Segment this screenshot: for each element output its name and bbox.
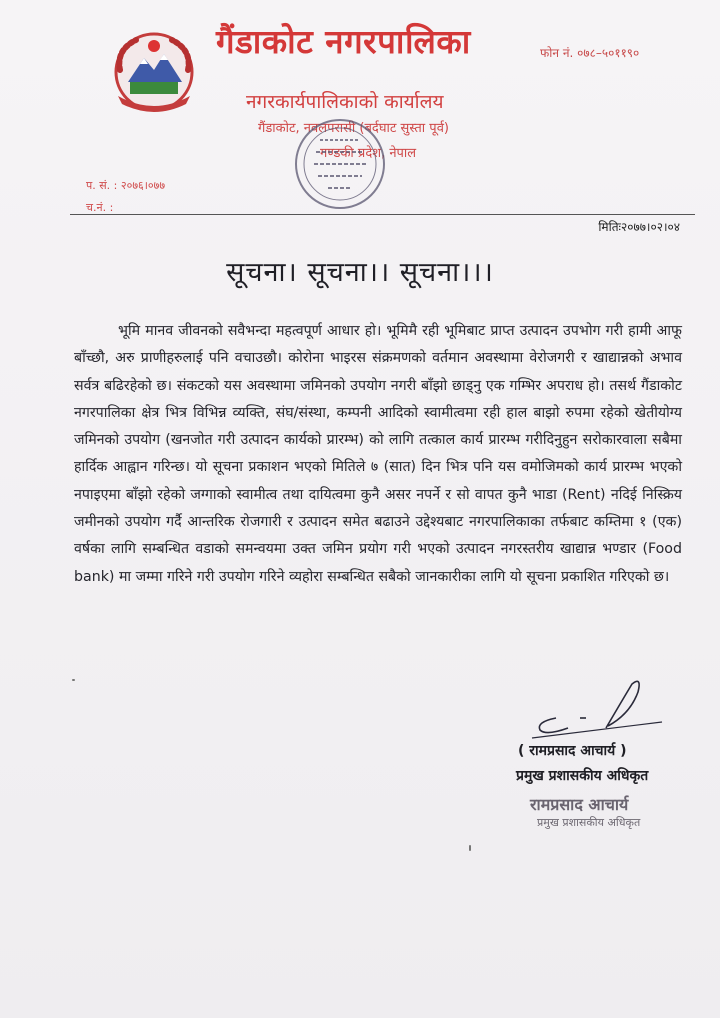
office-seal-icon: [290, 112, 390, 216]
signatory-title: प्रमुख प्रशासकीय अधिकृत: [516, 768, 649, 784]
office-name: नगरकार्यपालिकाको कार्यालय: [246, 91, 444, 113]
address-line-2: गण्डकी प्रदेश, नेपाल: [320, 146, 417, 161]
name-stamp: रामप्रसाद आचार्य: [530, 795, 629, 814]
paper-speck: [469, 845, 471, 851]
notice-title: सूचना। सूचना।। सूचना।।।: [226, 257, 494, 288]
municipality-name: गैंडाकोट नगरपालिका: [216, 22, 471, 61]
dispatch-number: च.नं. :: [86, 201, 114, 214]
name-stamp-title: प्रमुख प्रशासकीय अधिकृत: [537, 816, 641, 829]
reference-number: प. सं. : २०७६।०७७: [86, 179, 166, 192]
phone-number: फोन नं. ०७८–५०११९०: [540, 46, 640, 60]
signatory-name: ( रामप्रसाद आचार्य ): [518, 743, 627, 759]
letter-date: मितिः२०७७।०२।०४: [598, 220, 680, 234]
handwritten-signature-icon: [516, 674, 666, 744]
header-divider: [70, 214, 695, 215]
municipal-emblem-icon: [106, 30, 202, 114]
notice-body: भूमि मानव जीवनको सवैभन्दा महत्वपूर्ण आधार हो। भूमिमै रही भूमिबाट प्राप्त उत्पादन उपभोग गरी हामी आफू बाँच्छौ, अरु प्राणीहरुलाई पनि वचाउछौ। कोरोना भाइरस संक्रमणको वर्तमान अवस्थामा वेरोजगरी र खाद्यान्नको अभाव सर्वत्र बढिरहेको छ। संकटको यस अवस्थामा जमिनको उपयोग नगरी बाँझो छाड्नु एक गम्भिर अपराध हो। तसर्थ गैंडाकोट नगरपालिका क्षेत्र भित्र विभिन्न व्यक्ति, संघ/संस्था, कम्पनी आदिको स्वामीत्वमा रही हाल बाझो रुपमा रहेको खेतीयोग्य जमिनको उपयोग (खनजोत गरी उत्पादन कार्यको प्रारम्भ) को लागि तत्काल कार्य प्रारम्भ गरीदिनुहुन सरोकारवाला सबैमा हार्दिक आह्वान गरिन्छ। यो सूचना प्रकाशन भएको मितिले ७ (सात) दिन भित्र पनि यस वमोजिमको कार्य प्रारम्भ भएको नपाइएमा बाँझो रहेको जग्गाको स्वामीत्व तथा दायित्वमा कुनै असर नपर्ने र सो वापत कुनै भाडा (Rent) नदिई निस्क्रिय जमीनको उपयोग गर्दै आन्तरिक रोजगारी र उत्पादन समेत बढाउने उद्देश्यबाट नगरपालिकाका तर्फबाट कम्तिमा १ (एक) वर्षका लागि सम्बन्धित वडाको समन्वयमा उक्त जमिन प्रयोग गरी भएको उत्पादन नगरस्तरीय खाद्यान्न भण्डार (Food bank) मा जम्मा गरिने गरी उपयोग गरिने व्यहोरा सम्बन्धित सबैको जानकारीका लागि यो सूचना प्रकाशित गरिएको छ।: [74, 323, 682, 585]
address-line-1: गैंडाकोट, नवलपरासी (बर्दघाट सुस्ता पूर्व): [258, 121, 449, 136]
paper-speck: [72, 679, 75, 681]
